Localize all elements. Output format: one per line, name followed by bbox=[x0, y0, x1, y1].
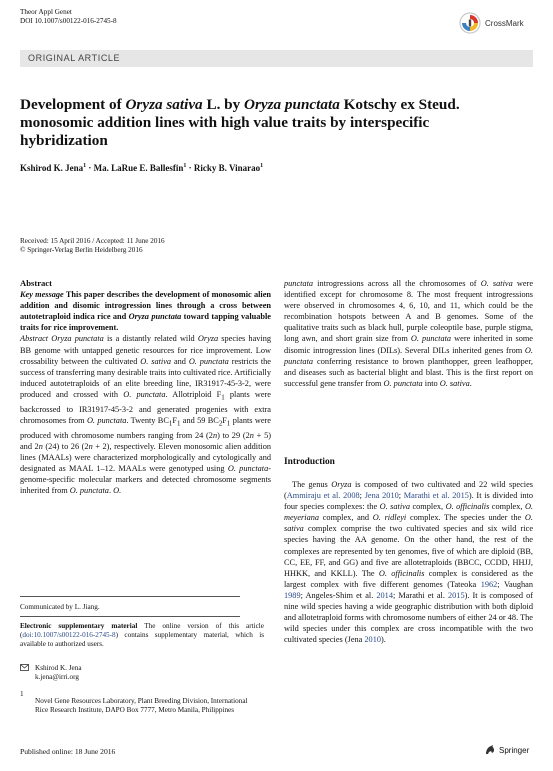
article-dates bbox=[20, 237, 165, 255]
citation-link[interactable]: Jena 2010 bbox=[364, 491, 399, 501]
citation-link[interactable]: Marathi et al. 2015 bbox=[403, 491, 469, 501]
affiliation-number: 1 bbox=[20, 690, 24, 698]
citation-link[interactable]: 2010 bbox=[364, 635, 381, 645]
author-name[interactable]: Ma. LaRue E. Ballesfin bbox=[93, 163, 184, 173]
published-online: Published online: 18 June 2016 bbox=[20, 747, 116, 756]
communicated-by: Communicated by L. Jiang. bbox=[20, 603, 100, 611]
copyright: © Springer-Verlag Berlin Heidelberg 2016 bbox=[20, 246, 143, 254]
springer-horse-icon bbox=[484, 744, 496, 756]
citation-link[interactable]: 2015 bbox=[448, 590, 465, 600]
crossmark-badge[interactable] bbox=[459, 12, 524, 34]
doi-line: DOI 10.1007/s00122-016-2745-8 bbox=[20, 17, 117, 25]
crossmark-icon bbox=[459, 12, 481, 34]
envelope-icon bbox=[20, 664, 29, 674]
journal-header bbox=[20, 8, 117, 26]
esm-note: Electronic supplementary material The online version of this article (doi:10.1007/s00122-016-2745-8) contains supplementary material, which is available to authorized users. bbox=[20, 622, 264, 648]
publisher-name: Springer bbox=[499, 745, 530, 755]
article-title: Development of Oryza sativa L. by Oryza punctata Kotschy ex Steud. monosomic addition lines with high value traits by interspecific hybridization bbox=[20, 96, 460, 149]
abstract-continued: punctata introgressions across all the chromosomes of O. sativa were identified except for chromosome 8. The most frequent introgressions were observed in chromosomes 4, 6, 10, and 11, which could be the recombination hotspots between A and B genomes. Some of the qualitative traits such as black hull, purple coleoptile base, purple stigma, long awn, and short grain size from O. punctata were inherited in some disomic introgression lines (DILs). Several DILs inherited genes from O. punctata conferring resistance to brown planthopper, green leafhopper, and diseases such as bacterial blight and blast. This is the first report on successful gene transfer from O. punctata into O. sativa. bbox=[284, 279, 534, 388]
crossmark-label: CrossMark bbox=[485, 18, 524, 28]
citation-link[interactable]: Ammiraju et al. 2008 bbox=[286, 491, 360, 501]
received-accepted: Received: 15 April 2016 / Accepted: 11 June 2016 bbox=[20, 237, 165, 245]
journal-name: Theor Appl Genet bbox=[20, 8, 72, 16]
citation-link[interactable]: 2014 bbox=[376, 590, 393, 600]
citation-link[interactable]: 1989 bbox=[284, 590, 301, 600]
springer-logo bbox=[484, 744, 529, 756]
author-name[interactable]: Ricky B. Vinarao bbox=[193, 163, 261, 173]
introduction-heading: Introduction bbox=[284, 457, 335, 467]
corresponding-name: Kshirod K. Jena bbox=[35, 664, 82, 672]
esm-doi-link[interactable]: doi:10.1007/s00122-016-2745-8 bbox=[22, 631, 116, 639]
corresponding-author bbox=[35, 664, 82, 682]
section-label: ORIGINAL ARTICLE bbox=[28, 53, 121, 63]
corresponding-email[interactable]: k.jena@irri.org bbox=[35, 673, 80, 681]
abstract-body: Abstract Oryza punctata is a distantly related wild Oryza species having BB genome with untapped genetic resources for rice improvement. Low crossability between the cultivated O. sativa and O. punctata restricts the success of transferring many desirable traits into cultivated rice. Artificially induced autotetraploids of an elite breeding line, IR31917-45-3-2, were produced and crossed with O. punctata. Allotriploid $F_1$ plants were backcrossed to IR31917-45-3-2 and generated progenies with extra chromosomes from O. punctata. Twenty $BC_1F_1$ and 59 $BC_2F_1$ plants were produced with chromosome numbers ranging from 24 (2n) to 29 (2n + 5) and 2n (24) to 26 (2n + 2), respectively. Eleven monosomic alien addition lines (MAALs) were characterized morphologically and cytologically and designated as MAAL 1–12. MAALs were genotyped using O. punctata-genome-specific molecular markers and detected chromosome segments inherited from O. punctata. O. bbox=[20, 334, 272, 495]
footnote-rule bbox=[20, 596, 240, 597]
author-list: Kshirod K. Jena$^1$ · Ma. LaRue E. Ballesfin$^1$ · Ricky B. Vinarao$^1$ bbox=[20, 163, 264, 173]
affiliation-text: Novel Gene Resources Laboratory, Plant Breeding Division, International Rice Research Institute, DAPO Box 7777, Metro Manila, Philippines bbox=[35, 697, 248, 714]
abstract-heading: Abstract bbox=[20, 278, 52, 288]
author-name[interactable]: Kshirod K. Jena bbox=[20, 163, 84, 173]
key-message: Key message This paper describes the development of monosomic alien addition and disomic introgression lines through a cross between autotetraploid indica rice and Oryza punctata toward tapping valuable traits for rice improvement. bbox=[20, 290, 272, 333]
footnote-rule bbox=[20, 616, 240, 617]
abstract-section bbox=[20, 278, 271, 496]
introduction-body: The genus Oryza is composed of two cultivated and 22 wild species (Ammiraju et al. 2008; Jena 2010; Marathi et al. 2015). It is divided into four species complexes: the O. sativa complex, O. officinalis complex, O. meyeriana complex, and O. ridleyi complex. The species under the O. sativa complex comprise the two cultivated species and six wild rice species having the AA genome. On the other hand, the rest of the complexes are represented by ten genomes, five of which are diploid (BB, CC, EE, FF, and GG) and five are allotetraploids (BBCC, CCDD, HHJJ, HHKK, and KKLL). The O. officinalis complex is considered as the largest complex with five different genomes (Tateoka 1962; Vaughan 1989; Angeles-Shim et al. 2014; Marathi et al. 2015). It is composed of nine wild species having a wide geographic distribution with both diploid and allotetraploid forms with chromosome numbers of either 24 or 48. The wild species under this complex are cross incompatible with the two cultivated species (Jena 2010). bbox=[284, 480, 534, 645]
citation-link[interactable]: 1962 bbox=[480, 579, 498, 589]
